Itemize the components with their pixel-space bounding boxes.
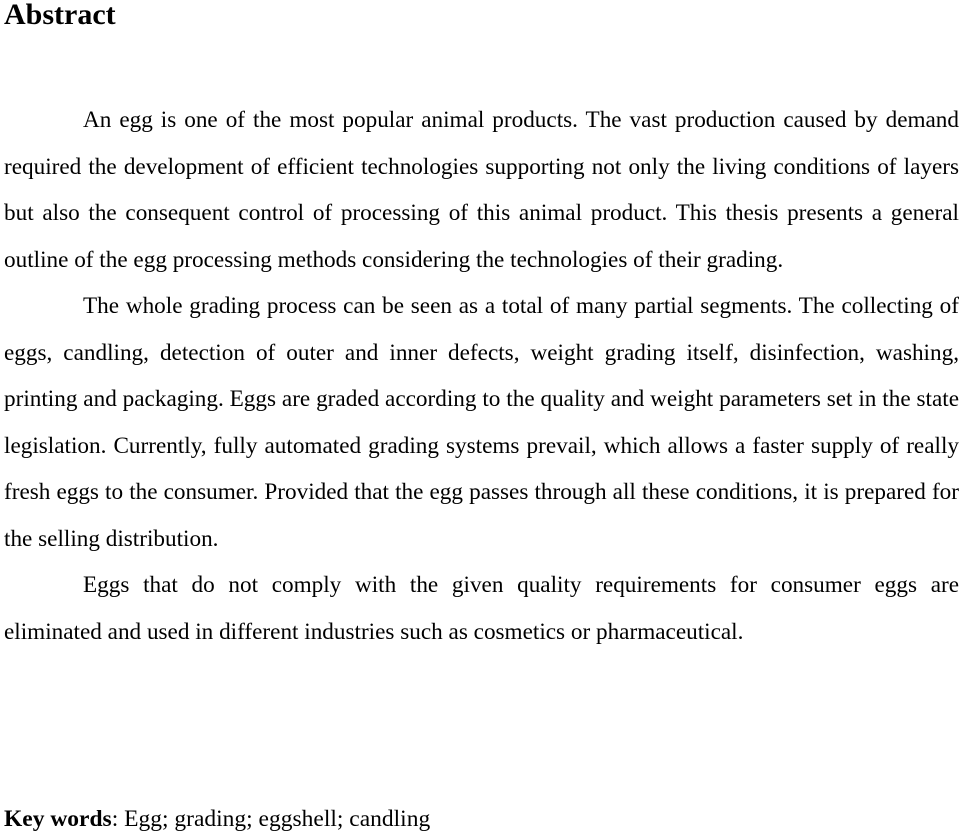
abstract-paragraph-3: Eggs that do not comply with the given quality requirements for consumer eggs are eliminated and used in different industries such as cosmetics or pharmaceutical. (4, 572, 959, 645)
abstract-heading: Abstract (4, 0, 116, 31)
keywords-label: Key words (4, 806, 112, 832)
keywords-line (4, 802, 430, 836)
abstract-paragraph-1: An egg is one of the most popular animal products. The vast production caused by demand required the development of efficient technologies supporting not only the living conditions of layers but also the consequent control of processing of this animal product. This thesis presents a general outline of the egg processing methods considering the technologies of their grading. (4, 107, 959, 273)
keywords-value: Egg; grading; eggshell; candling (124, 806, 431, 832)
abstract-paragraph-2: The whole grading process can be seen as a total of many partial segments. The collecting of eggs, candling, detection of outer and inner defects, weight grading itself, disinfection, washing, printing and packaging. Eggs are graded according to the quality and weight parameters set in the state legislation. Currently, fully automated grading systems prevail, which allows a faster supply of really fresh eggs to the consumer. Provided that the egg passes through all these conditions, it is prepared for the selling distribution. (4, 293, 959, 552)
abstract-body (4, 97, 959, 655)
keywords-separator: : (111, 806, 125, 832)
